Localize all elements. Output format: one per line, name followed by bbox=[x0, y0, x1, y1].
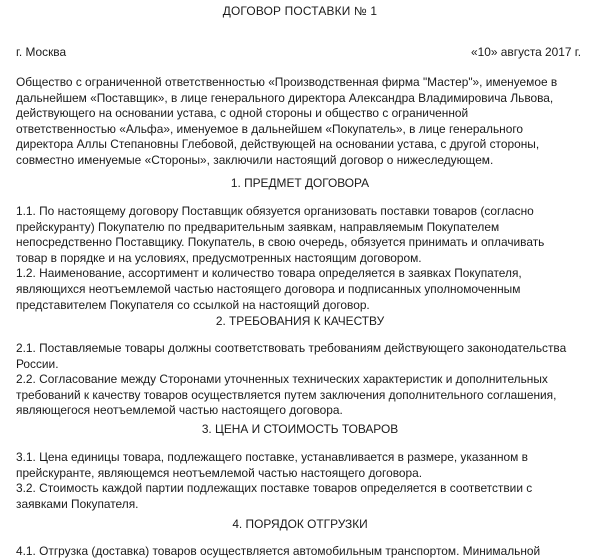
clause-line: 1.1. По настоящему договору Поставщик обязуется организовать поставки товаров (согласно bbox=[16, 204, 534, 218]
clause-line: представителем Покупателя со ссылкой на настоящий договор. bbox=[16, 297, 370, 312]
clause-line: заявками Покупателя. bbox=[16, 496, 139, 511]
clause-line: товар в порядке и на условиях, предусмотренных настоящим договором. bbox=[16, 250, 422, 265]
clause-line: непосредственно Поставщику. Покупатель, в свою очередь, обязуется принимать и оплачивать bbox=[16, 235, 545, 250]
section-2-heading: 2. ТРЕБОВАНИЯ К КАЧЕСТВУ bbox=[215, 314, 385, 328]
clause-line: прейскуранте, являющемся неотъемлемой частью настоящего договора. bbox=[16, 465, 423, 480]
clause-line: 4.1. Отгрузка (доставка) товаров осуществляется автомобильным транспортом. Минимальной bbox=[16, 544, 541, 558]
section-3-body bbox=[16, 450, 582, 512]
intro-line: ответственностью «Альфа», именуемое в дальнейшем «Покупатель», в лице генерального bbox=[16, 121, 524, 136]
clause-line: 2.2. Согласование между Сторонами уточненных технических характеристик и дополнительных bbox=[16, 372, 548, 387]
contract-city: г. Москва bbox=[16, 45, 67, 59]
section-1-body bbox=[16, 204, 582, 313]
clause-line: являющихся неотъемлемой частью настоящего договора и подписанных уполномоченным bbox=[16, 281, 521, 296]
section-4-heading: 4. ПОРЯДОК ОТГРУЗКИ bbox=[232, 517, 368, 531]
clause-line: 1.2. Наименование, ассортимент и количество товара определяется в заявках Покупателя, bbox=[16, 266, 522, 281]
section-1-heading: 1. ПРЕДМЕТ ДОГОВОРА bbox=[230, 176, 370, 190]
clause-line: 2.1. Поставляемые товары должны соответствовать требованиям действующего законодательства bbox=[16, 341, 567, 355]
intro-line: директора Аллы Степановны Глебовой, действующей на основании устава, с другой стороны, bbox=[16, 137, 540, 152]
intro-paragraph bbox=[16, 75, 582, 169]
clause-line: являющегося неотъемлемой частью настоящего договора. bbox=[16, 403, 343, 418]
section-3-heading: 3. ЦЕНА И СТОИМОСТЬ ТОВАРОВ bbox=[201, 422, 399, 436]
section-4-body bbox=[16, 544, 582, 560]
contract-date: «10» августа 2017 г. bbox=[471, 45, 581, 59]
clause-line: 3.2. Стоимость каждой партии подлежащих поставке товаров определяется в соответствии с bbox=[16, 481, 533, 496]
clause-line: требований к качеству товаров осуществляется путем заключения дополнительного соглашения, bbox=[16, 387, 557, 402]
clause-line: России. bbox=[16, 356, 59, 371]
intro-line: действующего на основании устава, с одной стороны и общество с ограниченной bbox=[16, 106, 469, 121]
intro-line: Общество с ограниченной ответственностью «Производственная фирма "Мастер"», именуемое в bbox=[16, 75, 558, 89]
clause-line: прейскуранту) Покупателю по предварительным заявкам, направляемым Покупателем bbox=[16, 219, 500, 234]
intro-line: дальнейшем «Поставщик», в лице генерального директора Александра Владимировича Львова, bbox=[16, 90, 554, 105]
clause-line: 3.1. Цена единицы товара, подлежащего поставке, устанавливается в размере, указанном в bbox=[16, 450, 528, 464]
document-title: ДОГОВОР ПОСТАВКИ № 1 bbox=[222, 4, 378, 18]
section-2-body bbox=[16, 341, 582, 419]
intro-line: совместно именуемые «Стороны», заключили настоящий договор о нижеследующем. bbox=[16, 152, 494, 167]
